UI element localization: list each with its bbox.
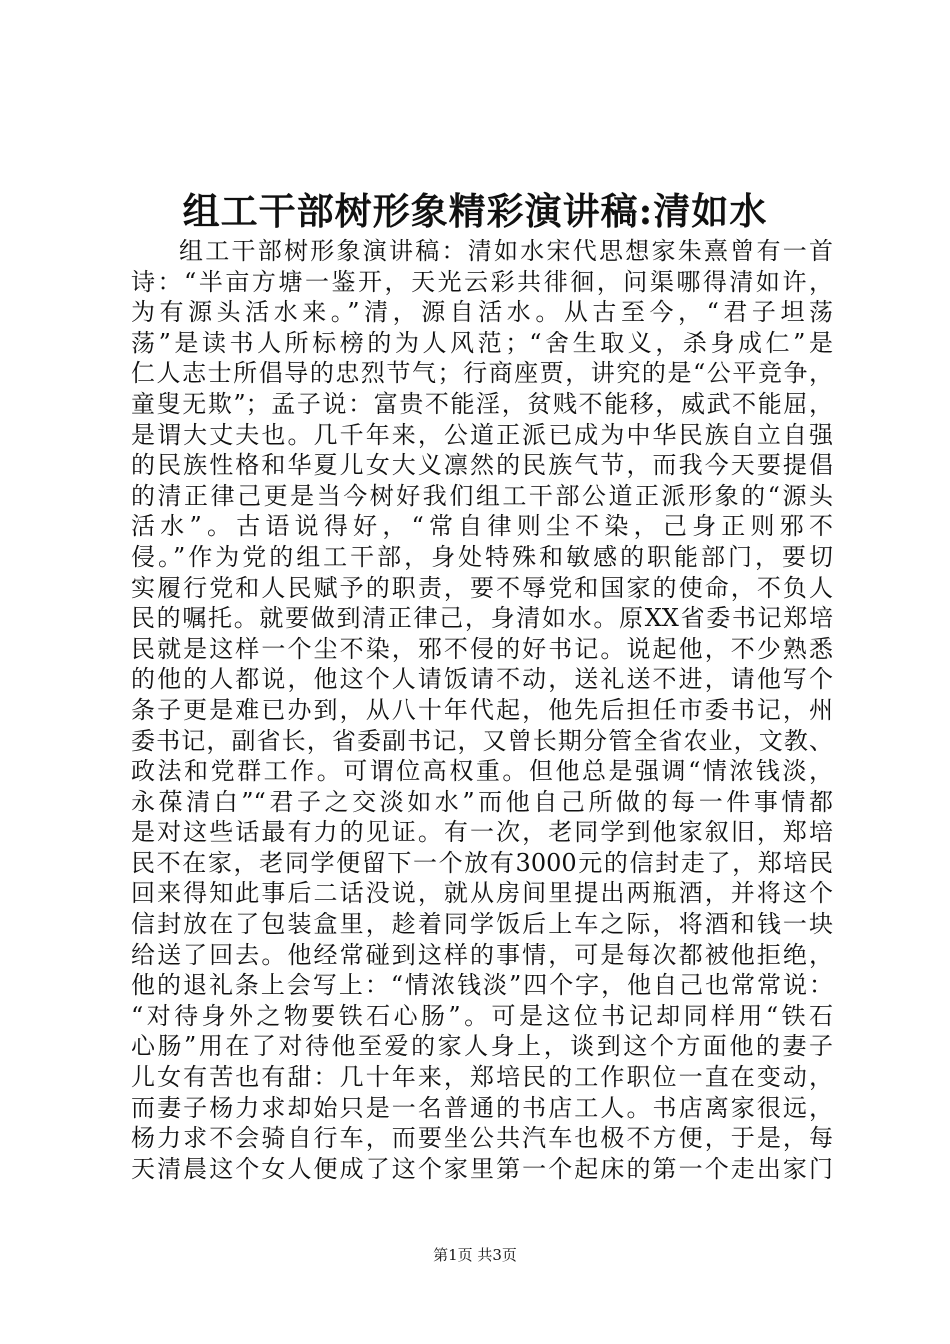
- body-line: 信封放在了包装盒里，趁着同学饭后上车之际，将酒和钱一块: [131, 910, 833, 939]
- body-line: 组工干部树形象演讲稿：清如水宋代思想家朱熹曾有一首: [179, 237, 833, 265]
- body-line: 政法和党群工作。可谓位高权重。但他总是强调“情浓钱淡，: [131, 757, 833, 786]
- page-indicator: 第1页 共3页: [433, 1246, 517, 1264]
- body-line: 而妻子杨力求却始只是一名普通的书店工人。书店离家很远，: [131, 1093, 833, 1122]
- body-line: 心肠”用在了对待他至爱的家人身上，谈到这个方面他的妻子: [131, 1032, 833, 1061]
- body-line: 委书记，副省长，省委副书记，又曾长期分管全省农业，文教、: [131, 726, 833, 755]
- body-line: 童叟无欺”；孟子说：富贵不能淫，贫贱不能移，威武不能屈，: [131, 389, 833, 418]
- body-line: 活水”。古语说得好，“常自律则尘不染，己身正则邪不: [131, 512, 833, 541]
- body-line: 是谓大丈夫也。几千年来，公道正派已成为中华民族自立自强: [131, 420, 833, 449]
- body-line: 天清晨这个女人便成了这个家里第一个起床的第一个走出家门: [131, 1154, 833, 1183]
- body-line: 他的退礼条上会写上：“情浓钱淡”四个字，他自己也常常说：: [131, 971, 833, 1000]
- body-line: 侵。”作为党的组工干部，身处特殊和敏感的职能部门，要切: [131, 542, 833, 571]
- body-line: 诗：“半亩方塘一鉴开，天光云彩共徘徊，问渠哪得清如许，: [131, 267, 833, 296]
- body-line: 为有源头活水来。”清，源自活水。从古至今，“君子坦荡: [131, 298, 833, 327]
- body-line: 条子更是难已办到，从八十年代起，他先后担任市委书记，州: [131, 695, 833, 724]
- body-line: 民不在家，老同学便留下一个放有3000元的信封走了，郑培民: [131, 848, 833, 877]
- body-line: 荡”是读书人所标榜的为人风范；“舍生取义，杀身成仁”是: [131, 328, 833, 357]
- body-line: 民的嘱托。就要做到清正律己，身清如水。原XX省委书记郑培: [131, 604, 833, 633]
- body-line: 的他的人都说，他这个人请饭请不动，送礼送不进，请他写个: [131, 665, 833, 694]
- body-line: 回来得知此事后二话没说，就从房间里提出两瓶酒，并将这个: [131, 879, 833, 908]
- body-line: 给送了回去。他经常碰到这样的事情，可是每次都被他拒绝，: [131, 940, 833, 969]
- body-line: 的民族性格和华夏儿女大义凛然的民族气节，而我今天要提倡: [131, 451, 833, 480]
- body-line: 的清正律己更是当今树好我们组工干部公道正派形象的“源头: [131, 481, 833, 510]
- body-line: 杨力求不会骑自行车，而要坐公共汽车也极不方便，于是，每: [131, 1124, 833, 1153]
- body-line: “对待身外之物要铁石心肠”。可是这位书记却同样用“铁石: [131, 1001, 833, 1030]
- body-line: 是对这些话最有力的见证。有一次，老同学到他家叙旧，郑培: [131, 818, 833, 847]
- body-line: 实履行党和人民赋予的职责，要不辱党和国家的使命，不负人: [131, 573, 833, 602]
- body-line: 民就是这样一个尘不染，邪不侵的好书记。说起他，不少熟悉: [131, 634, 833, 663]
- body-line: 永葆清白”“君子之交淡如水”而他自己所做的每一件事情都: [131, 787, 833, 816]
- document-title: 组工干部树形象精彩演讲稿:清如水: [182, 189, 768, 233]
- body-line: 仁人志士所倡导的忠烈节气；行商座贾，讲究的是“公平竞争，: [131, 359, 833, 388]
- body-line: 儿女有苦也有甜：几十年来，郑培民的工作职位一直在变动，: [131, 1063, 833, 1092]
- document-body: [131, 236, 833, 1186]
